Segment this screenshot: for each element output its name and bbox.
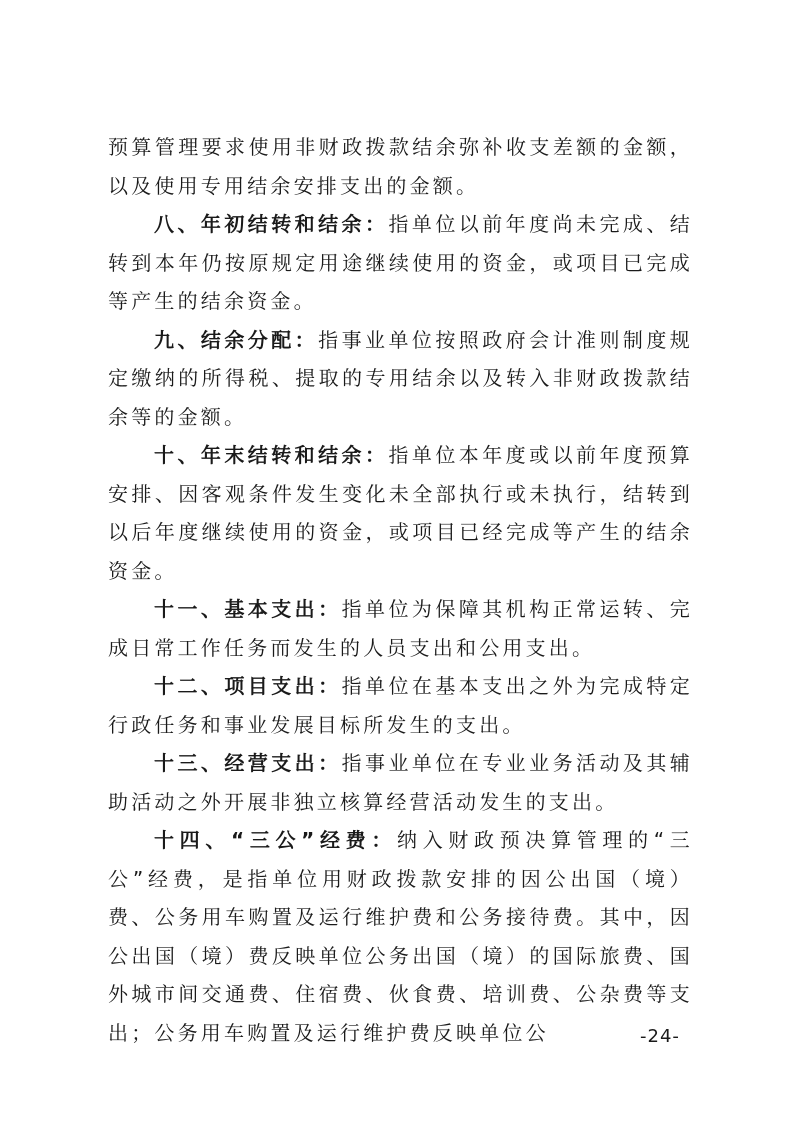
paragraph-term-12 <box>108 667 693 744</box>
paragraph-text: 纳入财政预决算管理的“三公”经费，是指单位用财政拨款安排的因公出国（境）费、公务用车购置及运行维护费和公务接待费。其中，因公出国（境）费反映单位公务出国（境）的国际旅费、国外城市间交通费、住宿费、伙食费、培训费、公杂费等支出；公务用车购置及运行维护费反映单位公 <box>108 828 693 1045</box>
term-heading: 十一、基本支出： <box>154 597 342 621</box>
paragraph-text: 指单位在基本支出之外为完成特定行政任务和事业发展目标所发生的支出。 <box>108 674 693 737</box>
paragraph-continuation <box>108 128 693 205</box>
page-number: -24- <box>640 1026 680 1047</box>
paragraph-text: 指单位本年度或以前年度预算安排、因客观条件发生变化未全部执行或未执行，结转到以后年度继续使用的资金，或项目已经完成等产生的结余资金。 <box>108 443 693 583</box>
paragraph-text: 指单位以前年度尚未完成、结转到本年仍按原规定用途继续使用的资金，或项目已完成等产生的结余资金。 <box>108 212 693 313</box>
term-heading: 八、年初结转和结余： <box>154 212 389 236</box>
term-heading: 十二、项目支出： <box>154 674 342 698</box>
paragraph-term-14 <box>108 821 693 1052</box>
term-heading: 九、结余分配： <box>154 327 319 352</box>
paragraph-term-10 <box>108 436 693 590</box>
paragraph-term-11 <box>108 590 693 667</box>
paragraph-term-9 <box>108 321 693 437</box>
body-text <box>108 128 693 1052</box>
term-heading: 十、年末结转和结余： <box>154 443 389 467</box>
paragraph-text: 预算管理要求使用非财政拨款结余弥补收支差额的金额，以及使用专用结余安排支出的金额。 <box>108 135 693 198</box>
paragraph-text: 指单位为保障其机构正常运转、完成日常工作任务而发生的人员支出和公用支出。 <box>108 597 693 660</box>
paragraph-text: 指事业单位在专业业务活动及其辅助活动之外开展非独立核算经营活动发生的支出。 <box>108 751 693 814</box>
paragraph-text: 指事业单位按照政府会计准则制度规定缴纳的所得税、提取的专用结余以及转入非财政拨款结余等的金额。 <box>108 327 694 429</box>
paragraph-term-8 <box>108 205 693 321</box>
term-heading: 十三、经营支出： <box>154 751 342 775</box>
paragraph-term-13 <box>108 744 693 821</box>
term-heading: 十四、“三公”经费： <box>154 828 398 852</box>
